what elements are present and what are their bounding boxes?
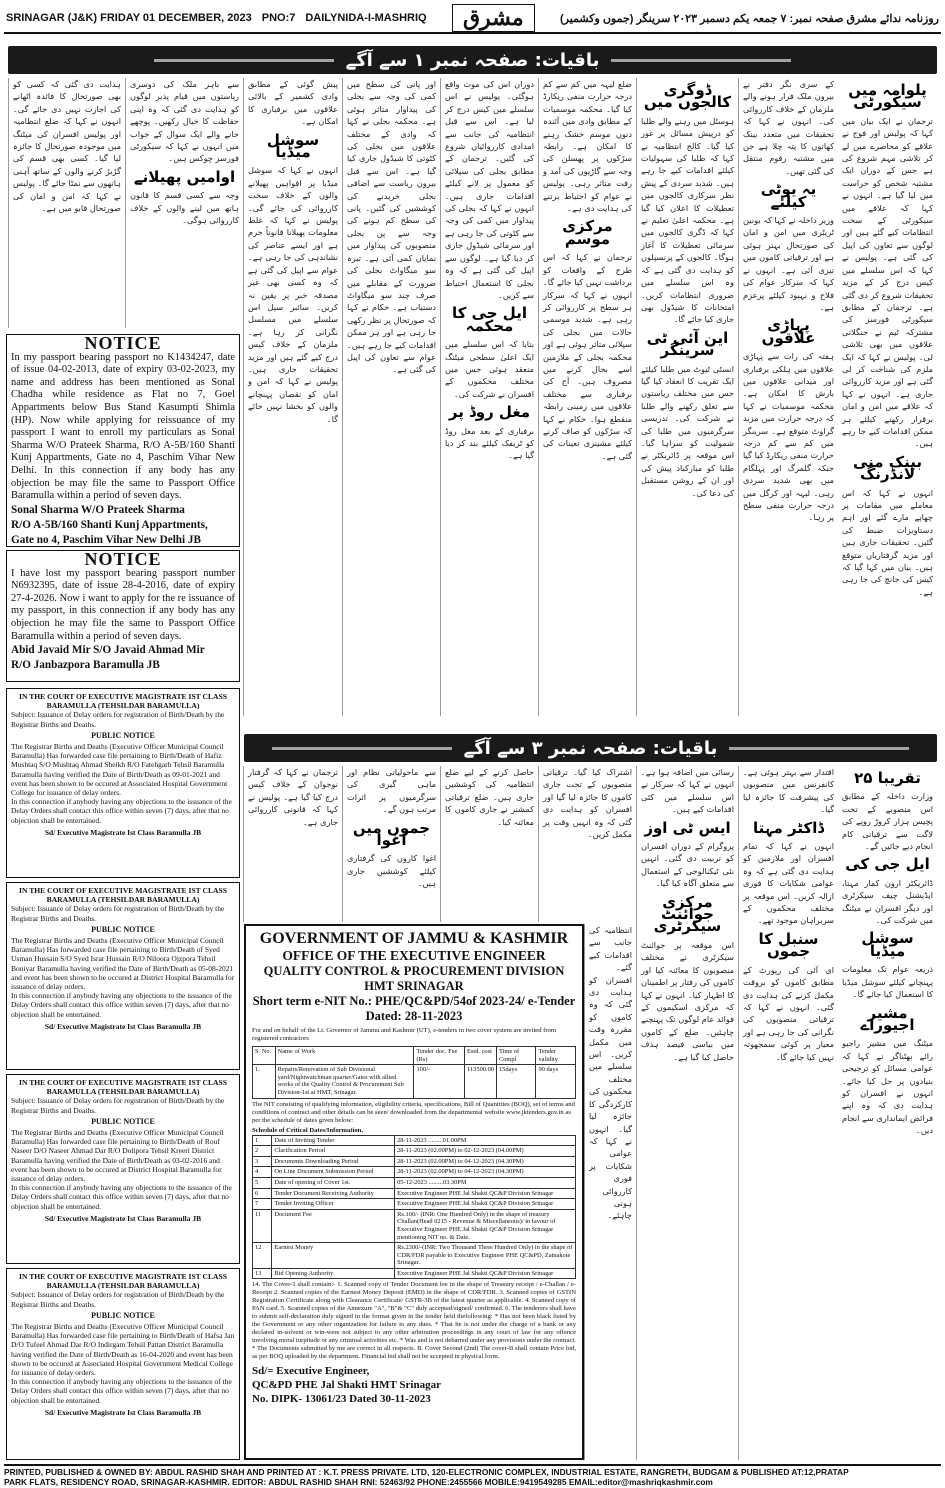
masthead [4,4,941,34]
table-cell: Date of opening of Cover 1st. [272,1177,395,1188]
court-2-subject: Subject: Issuance of Delay orders for registration of Birth/Death by the Registrar Births and Deaths. [11,904,225,923]
court-notice-2 [6,882,240,1070]
tender-dipk-number: No. DIPK- 13061/23 Dated 30-11-2023 [252,1393,431,1406]
court-3-body: The Registrar Births and Deaths (Executive Officer Municipal Council Baramulla) Has forwarded case file pertaining to Birth/Death of Rouf Naseer D/O Naseer Ahmad Dar R/O Dolipora Tehsil Kreeri District Baramulla having verified the Date of Birth/Death as 03-02-2016 and event has been shown to be occured at District Hospital Baramulla for issuance of delay orders. [11,1128,224,1184]
table-cell: 3 [253,1156,272,1167]
table-cell: 05-12-2023 .........03.30PM [395,1177,576,1188]
masthead-page-no: PNO:7 [261,12,296,24]
urdu-column-1: پلوامہ میں سیکورٹی ترجمان نے ایک بیان میں کہا کہ پولیس اور فوج نے علاقے کو محاصرے میں لے کر تلاشی مہم شروع کی ہے جس کے دوران ایک مشتبہ شخص کو حراست میں لیا گیا ہے۔ انہوں نے کہا کہ علاقے میں سیکورٹی کے سخت انتظامات کیے گئے ہیں اور لوگوں سے تعاون کی اپیل کی گئی ہے۔ پولیس نے کہا کہ اس سلسلے میں کیس درج کر کے مزید تحقیقات شروع کر دی گئی ہے۔ ترجمان کے مطابق سیکورٹی فورسز کی مشترکہ ٹیم نے جنگلاتی علاقوں میں بھی تلاشی لی۔ پولیس نے کہا کہ ایک ملزم کی شناخت کر لی گئی ہے اور مزید کارروائی جاری ہے۔ انہوں نے کہا کہ علاقے میں امن و امان برقرار رکھنے کیلئے ہر ممکن اقدامات کیے جا رہے ہیں۔ بینک منی لانڈرنگ انہوں نے کہا کہ اس معاملے میں مقامات پر چھاپے مارے گئے اور اہم دستاویزات ضبط کی گئیں۔ تحقیقات جاری ہیں اور مزید گرفتاریاں متوقع ہیں۔ بیان میں کہا گیا کہ کیس کی جانچ کی جا رہی ہے۔ [842,81,933,597]
urdu-lower-column-5: حاصل کرنے کے لیے ضلع انتظامیہ کی کوششیں جاری ہیں۔ ضلع ترقیاتی کمشنر نے جاری کاموں کا معائنہ کیا۔ [440,766,538,922]
tender-division: QUALITY CONTROL & PROCUREMENT DIVISION [263,964,565,978]
table-cell: On Line Document Submission Period [272,1167,395,1178]
court-2-body: The Registrar Births and Deaths (Executive Officer Municipal Council Baramulla) Has forwarded case file pertaining to Birth/Death of Syed Usman Hussain S/O Syed Israr Hussain R/O Niloora Ojzpora Tehsil Boniyar Baramulla having verified the Date of Birth/Death as 05-08-2021 and event has been shown to be occured at District Hospital Baramulla for issuance of delay orders. [11,936,235,992]
headline-sunbal: سنبل کا جموں [758,929,819,961]
urdu-column-2: کے سری نگر دفتر نے بیرون ملک فرار ہونے والے ملزمان کے خلاف کارروائی کی۔ انہوں نے کہا کہ تحقیقات میں متعدد بینک کھاتوں کا پتہ چلا ہے جن میں مشتبہ رقوم منتقل کی گئی تھیں۔ یہ یوٹی کیلئے وزیر داخلہ نے کہا کہ یونین ٹریٹری میں امن و امان کی صورتحال بہتر ہوئی ہے اور ترقیاتی کاموں میں تیزی آئی ہے۔ انہوں نے کہا کہ سرکار عوام کی فلاح و بہبود کیلئے پرعزم ہے۔ پہاڑی علاقوں ہفتہ کی رات سے پہاڑی علاقوں میں ہلکی برفباری اور میدانی علاقوں میں بارش کا امکان ہے۔ محکمہ موسمیات نے کہا کہ درجہ حرارت میں مزید گراوٹ متوقع ہے۔ سرینگر میں کم سے کم درجہ حرارت منفی ریکارڈ کیا گیا جبکہ گلمرگ اور پہلگام میں بھی شدید سردی رہی۔ لیہہ اور کرگل میں درجہ حرارت منفی سطح پر رہا۔ [738,78,838,716]
urdu-lower-column-6: سے ماحولیاتی نظام اور ماہی گیری کی سرگرمیوں پر اثرات مرتب ہوں گے۔ جموں میں اغوا اغوا کاروں کی گرفتاری کیلئے کوششیں جاری ہیں۔ [342,766,440,922]
table-row [253,1167,576,1178]
table-row [253,1268,576,1279]
notice-1-title: NOTICE [84,333,162,353]
tender-office-title: OFFICE OF THE EXECUTIVE ENGINEER [282,948,546,963]
notice-1-sig-3: Gate no 4, Paschim Vihar New Delhi JB [11,533,201,546]
table-cell: 28-11-2023 (02.00PM) to 04-12-2023 (04.30PM) [395,1167,576,1178]
table-row [253,1065,576,1098]
table-cell: Rs.2300/-(INR: Two Thousand Three Hundred Only) in the shape of CDR/FDR payable to Executive Engineer PHE QC&PD, Zainakote Srinagar. [395,1243,576,1269]
court-1-body: The Registrar Births and Deaths (Executive Officer Municipal Council Baramulla) Has forwarded case file pertaining to Birth/Death of Hafiz Mushtaq S/O Mushtaq Ahmad Sheikh R/O Fatehgarh Tehsil Baramulla Baramulla having verified the Date of Birth/Death as 09-01-2021 and event has been shown to be occured at Associated Hospital Government College for issuance of delay orders. [11,742,228,798]
table-cell: 1. [253,1065,276,1098]
banner-top: باقیات: صفحہ نمبر ۱ سے آگے [8,46,937,74]
masthead-left [4,12,427,24]
table-row [253,1146,576,1157]
court-notice-1 [6,688,240,878]
tender-signature-2: QC&PD PHE Jal Shakti HMT Srinagar [252,1379,441,1392]
notice-2-sig-2: R/O Janbazpora Baramulla JB [11,659,160,672]
headline-mughal: مغل روڈ پر [448,403,531,422]
table-row [253,1199,576,1210]
table-cell: 28-11-2023 (02.00PM) to 04-12-2023 (04.30PM) [395,1156,576,1167]
headline-social-2: سوشل میڈیا [861,929,914,960]
tender-intro: For and on behalf of the Lt. Governor of Jammu and Kashmir (UT), e-tenders in two cover system are invited from registered contractors [252,1027,556,1042]
table-cell: 90 days [536,1065,576,1098]
table-cell: Earnest Money [272,1243,395,1269]
court-notice-4 [6,1268,240,1460]
tender-location: HMT SRINAGAR [364,979,464,993]
table-header-cell: Time of Compl [496,1047,536,1065]
table-cell: 1 [253,1135,272,1146]
table-cell: Executive Engineer PHE Jal Shakti QC&P Division Srinagar [395,1188,576,1199]
court-3-title: IN THE COURT OF EXECUTIVE MAGISTRATE IST CLASS BARAMULLA (TEHSILDAR BARAMULLA) [19,1078,227,1097]
table-cell: 100/- [414,1065,465,1098]
urdu-lower-column-1: تقریبا ۲۵ وزارت داخلہ کے مطابق اس منصوبے کے تحت پچیس ہزار کروڑ روپے کی لاگت سے ترقیاتی کام انجام دیے جائیں گے۔ ایل جی کی ڈائریکٹر ارون کمار مہتا، ایڈیشنل چیف سیکرٹری اور دیگر افسران نے میٹنگ میں شرکت کی۔ سوشل میڈیا ذریعہ عوام تک معلومات پہنچانے کیلئے سوشل میڈیا کا استعمال کیا جائے گا۔ مشیر اجیوراے میٹنگ میں مشیر راجیو رائے بھٹناگر نے کہا کہ عوامی مسائل کو ترجیحی بنیادوں پر حل کیا جائے۔ انہوں نے افسران کو ہدایت دی کہ وہ اپنے فرائض ایمانداری سے انجام دیں۔ [842,769,933,1136]
urdu-column-7: پیش گوئی کے مطابق وادی کشمیر کے بالائی علاقوں میں برفباری کا امکان ہے۔ سوشل میڈیا انہوں نے کہا کہ سوشل میڈیا پر افواہیں پھیلانے والوں کے خلاف سخت کارروائی کی جائے گی۔ پولیس نے کہا کہ غلط معلومات پھیلانا قانوناً جرم ہے اور ایسے عناصر کی نشاندہی کی جا رہی ہے۔ عوام سے اپیل کی گئی ہے کہ وہ کسی بھی غیر مصدقہ خبر پر یقین نہ کریں۔ سائبر سیل اس سلسلے میں مسلسل نگرانی کر رہا ہے۔ ملزمان کے خلاف کیس درج کیے گئے ہیں اور مزید تحقیقات جاری ہیں۔ پولیس نے کہا کہ امن و امان کو نقصان پہنچانے والوں کو بخشا نہیں جائے گا۔ [243,78,342,716]
headline-social: سوشل میڈیا [266,130,320,162]
tender-signature-1: Sd/= Executive Engineer, [252,1365,370,1378]
table-cell: 12 [253,1243,272,1269]
headline-markazi: مرکزی موسم [562,217,613,248]
table-cell: 11 [253,1209,272,1242]
tender-date: Dated: 28-11-2023 [365,1009,463,1023]
table-row [253,1243,576,1269]
court-3-signature: Sd/ Executive Magistrate Ist Class Baramulla JB [44,1213,202,1223]
headline-yadi: یہ یوٹی کیلئے [760,180,817,211]
court-4-public-notice: PUBLIC NOTICE [91,1310,155,1320]
court-2-body-2: In this connection if anybody having any objections to the issuance of the Delay Orders shall contact this office within seven (7) days, after that no objection shall be entertained. [11,991,232,1019]
footer-line-1: PRINTED, PUBLISHED & OWNED BY: ABDUL RASHID SHAH AND PRINTED AT : K.T. PRESS PRIVATE. LTD, 120-ELECTRONIC COMPLEX, INDUSTRIAL ESTATE, RANGRETH, BUDGAM & PUBLISHED AT:12,PRATAP [4,1467,849,1477]
notice-1-body: In my passport bearing passport no K1434247, date of issue 04-02-2013, date of expiry 03-02-2023, my name and address has been mentioned as Sonal Chadha while residence as Flat no 7, Goel Appartments below Bus Stand Kasumpti Shimla (HP). Now while applying for reissuance of my passport I want to enroll my particulars as Sonal Sharma W/O Prateek Sharma, R/O A-5B/160 Shanti Kunj Appartments, Gate no 4, Paschim Vihar New Delhi. In this connection if any body has any objection be may file the same to Passport Office Baramulla within a period of seven days. [11,351,235,502]
headline-ias: ایس ٹی اوز [644,818,731,837]
table-cell: Documents Downloading Period [272,1156,395,1167]
table-cell: Date of Inviting Tender [272,1135,395,1146]
notice-passport-2 [6,550,240,682]
court-4-subject: Subject: Issuance of Delay orders for registration of Birth/Death by the Registrar Births and Deaths. [11,1290,225,1309]
table-cell: 7 [253,1199,272,1210]
table-cell: Repairs/Renovation of Sub Divisional yard/Nightwatchman quarter/Gates with allied works of the Quality Control & Procurement Sub Division-1st at HMT, Srinagar. [275,1065,414,1098]
headline-pulwama: پلوامہ میں سیکورٹی [848,81,927,112]
footer-line-2: PARK FLATS, RESIDENCY ROAD, SRINAGAR-KASHMIR. EDITOR: ABDUL RASHID SHAH RNI: 52463/92 PHONE:2455566 MOBILE:9419549285 EMAIL:editor@mashriqkashmir.com [4,1477,713,1487]
headline-awamer: اوامیں پھیلانے [133,167,236,186]
tender-works-table [252,1046,576,1099]
headline-doctor: ڈاکٹر مہتا [752,818,825,837]
table-cell: Bid Opening Authority [272,1268,395,1279]
tender-gov-title: GOVERNMENT OF JAMMU & KASHMIR [259,930,569,947]
urdu-column-6: اور پانی کی سطح میں کمی کی وجہ سے بجلی کی پیداوار متاثر ہوئی ہے۔ محکمہ بجلی نے کہا کہ وادی کے مختلف علاقوں میں بجلی کی کٹوتی کا شیڈول جاری کیا گیا ہے۔ اس سے قبل بیرون ریاست سے اضافی بجلی خریدنے کی کوششیں کی گئیں۔ پانی کی سطح کم ہونے کی وجہ سے پن بجلی منصوبوں کی پیداوار میں نمایاں کمی آئی ہے۔ تیرہ سو میگاواٹ بجلی کی ضرورت کے مقابلے میں صرف چند سو میگاواٹ دستیاب ہے۔ حکام نے کہا کہ صورتحال پر نظر رکھی جا رہی ہے اور ہر ممکن اقدامات کیے جا رہے ہیں۔ عوام سے تعاون کی اپیل کی گئی ہے۔ [342,78,440,716]
court-4-body-2: In this connection if anybody having any objections to the issuance of the Delay Orders shall contact this office within seven (7) days, after that no objection shall be entertained. [11,1377,232,1405]
urdu-column-4: ضلع لیہہ میں کم سے کم درجہ حرارت منفی ریکارڈ کیا گیا۔ محکمہ موسمیات کے مطابق وادی میں آئندہ دنوں موسم خشک رہنے کا امکان ہے۔ رابطہ سڑکوں پر پھسلن کی وجہ سے گاڑیوں کی آمد و رفت متاثر رہی۔ پولیس نے عوام کو احتیاط برتنے کی ہدایت دی ہے۔ مرکزی موسم ترجمان نے کہا کہ اس طرح کے واقعات کو برداشت نہیں کیا جائے گا۔ انہوں نے کہا کہ سرکار ہر سطح پر کارروائی کر رہی ہے۔ شدید موسمی حالات میں بجلی کی سپلائی متاثر ہوئی ہے اور محکمہ بجلی کے ملازمین اسے بحال کرنے میں مصروف ہیں۔ آج کی برفباری سے مختلف علاقوں میں زمینی رابطہ منقطع ہوا۔ حکام نے کہا کہ سڑکوں کو صاف کرنے کیلئے مشینری تعینات کی گئی ہے۔ [538,78,636,716]
court-1-subject: Subject: Issuance of Delay orders for registration of Birth/Death by the Registrar Births and Deaths. [11,710,225,729]
urdu-left-column-a: ہدایت دی گئی کہ کسی کو بھی صورتحال کا فائدہ اٹھانے کی اجازت نہیں دی جائے گی۔ انہوں نے کہا کہ ضلع انتظامیہ اور پولیس افسران کی میٹنگ میں موجودہ صورتحال کا جائزہ لیا گیا۔ کسی بھی قسم کی گڑبڑ کرنے والوں کے ساتھ آہنی ہاتھوں سے نمٹا جائے گا۔ پولیس نے کہا کہ امن و امان کی صورتحال قابو میں ہے۔ [8,78,125,328]
table-row [253,1177,576,1188]
tender-works-header-row [253,1047,576,1065]
table-row [253,1209,576,1242]
notice-2-sig-1: Abid Javaid Mir S/O Javaid Ahmad Mir [11,644,205,657]
urdu-lower-column-4: اشتراک کیا گیا۔ ترقیاتی منصوبوں کے تحت جاری کاموں کا جائزہ لیا گیا اور افسران کو ہدایت دی گئی کہ وہ انہیں وقت پر مکمل کریں۔ [538,766,636,922]
urdu-column-3: ڈوگری کالجوں میں ہوسٹل میں رہنے والے طلبا کو درپیش مسائل پر غور کیا گیا۔ کالج انتظامیہ نے کہا کہ طلبا کی سہولیات کیلئے اقدامات کیے جا رہے ہیں۔ شدید سردی کے پیش نظر سرکاری کالجوں میں تعطیلات کا اعلان کیا گیا ہے۔ محکمہ اعلیٰ تعلیم نے کہا کہ ڈگری کالجوں میں سرمائی تعطیلات کا آغاز ہوگا۔ کالجوں کے پرنسپلوں کو ہدایت دی گئی ہے کہ وہ اس سلسلے میں ضروری انتظامات کریں۔ امتحانات کا شیڈول بھی جاری کیا جائے گا۔ این آئی ٹی سرینگر انسٹی ٹیوٹ میں طلبا کیلئے ایک تقریب کا انعقاد کیا گیا جس میں مختلف ریاستوں سے تعلق رکھنے والے طلبا نے شرکت کی۔ تدریسی سرگرمیوں میں طلبا کی شمولیت کو سراہا گیا۔ اس موقعہ پر ڈائریکٹر نے طلبا کو مبارکباد پیش کی اور ان کے روشن مستقبل کی دعا کی۔ [636,78,738,716]
headline-nit: این آئی ٹی سرینگر [646,328,729,360]
urdu-column-5: دوران اس کی موت واقع ہوگئی۔ پولیس نے اس سلسلے میں کیس درج کر لیا ہے۔ اس سے قبل انتظامیہ کی جانب سے امدادی کارروائیاں شروع کی گئیں۔ ترجمان کے مطابق بجلی کی سپلائی کو معمول پر لانے کیلئے اقدامات جاری ہیں۔ انہوں نے کہا کہ بجلی کی پیداوار میں کمی کی وجہ سے کٹوتی کی جا رہی ہے اور سرمائی شیڈول جاری کر دیا گیا ہے۔ لوگوں سے اپیل کی گئی ہے کہ وہ بجلی کا استعمال احتیاط سے کریں۔ ایل جی کا محکمہ بتایا کہ اس سلسلے میں ایک اعلیٰ سطحی میٹنگ منعقد ہوئی جس میں مختلف محکموں کے افسران نے شرکت کی۔ مغل روڈ پر برفباری کے بعد مغل روڈ کو ٹریفک کیلئے بند کر دیا گیا ہے۔ [440,78,538,716]
masthead-city-date: SRINAGAR (J&K) FRIDAY 01 DECEMBER, 2023 [6,12,252,24]
table-cell: Tender Document Receiving Authority [272,1188,395,1199]
table-header-cell: Tender validity [536,1047,576,1065]
table-row [253,1135,576,1146]
table-cell: Rs.100/- (INR: One Hundred Only) in the shape of treasury Challan(Head 0215 - Revenue & Miscellaneous)/ in favour of Executive Engineer PHE Jal Shakti QC&P Division Srinagar mentioning NIT no. & Date. [395,1209,576,1242]
headline-jammu: جموں میں اغوا [352,818,431,850]
table-cell: 4 [253,1167,272,1178]
tender-nit-number: Short term e-NIT No.: PHE/QC&PD/54of 2023-24/ e-Tender [252,994,576,1008]
court-1-signature: Sd/ Executive Magistrate Ist Class Baramulla JB [44,827,202,837]
court-2-title: IN THE COURT OF EXECUTIVE MAGISTRATE IST CLASS BARAMULLA (TEHSILDAR BARAMULLA) [19,886,227,905]
urdu-lower-column-3: رسائی میں اضافہ ہوا ہے۔ انہوں نے کہا کہ سرکار نے اس سلسلے میں کئی اقدامات کیے ہیں۔ ایس ٹی اوز پروگرام کے دوران افسران کو تربیت دی گئی۔ انہیں نئی ٹیکنالوجی کے استعمال سے متعلق آگاہ کیا گیا۔ مرکزی جوائنٹ سیکرٹری اس موقعہ پر جوائنٹ سیکرٹری نے مختلف منصوبوں کا معائنہ کیا اور کاموں کی رفتار پر اطمینان کا اظہار کیا۔ انہوں نے کہا کہ مرکزی اسکیموں کے فوائد عام لوگوں تک پہنچنے چاہئیں۔ ضلع کے کاموں میں بیاسی فیصد ہدف حاصل کیا گیا ہے۔ [636,766,738,1460]
court-2-public-notice: PUBLIC NOTICE [91,924,155,934]
table-cell: Executive Engineer PHE Jal Shakti QC&P Division Srinagar [395,1199,576,1210]
masthead-paper-name: DAILYNIDA-I-MASHRIQ [305,12,427,24]
table-cell: Executive Engineer PHE Jal Shakti QC&P Division Srinagar [395,1268,576,1279]
court-4-signature: Sd/ Executive Magistrate Ist Class Baramulla JB [44,1407,202,1417]
table-cell: 5 [253,1177,272,1188]
headline-lg: ایل جی کا محکمہ [452,304,527,335]
table-row [253,1156,576,1167]
table-cell: 113500.00 [465,1065,497,1098]
urdu-lower-column-2: اقتدار سے بہتر ہوئی ہے۔ کانفرنس میں منصوبوں کی پیشرفت کا جائزہ لیا گیا۔ ڈاکٹر مہتا انہوں نے کہا کہ تمام افسران اور ملازمین کو ہدایت دی گئی ہے کہ وہ عوامی شکایات کا فوری ازالہ کریں۔ اس موقعہ پر مختلف محکموں کے سربراہان موجود تھے۔ سنبل کا جموں ای آئی کی رپورٹ کے مطابق کاموں کو بروقت مکمل کرنے کی ہدایت دی گئی۔ انہوں نے کہا کہ ترقیاتی منصوبوں کی نگرانی کی جا رہی ہے اور معیار پر کوئی سمجھوتہ نہیں کیا جائے گا۔ [738,766,838,1460]
court-3-public-notice: PUBLIC NOTICE [91,1116,155,1126]
table-cell: 13 [253,1268,272,1279]
notice-2-body: I have lost my passport bearing passport number N6932395, date of issue 28-4-2016, date of expiry 27-4-2026. Now i want to apply for the re issuance of my passport, in this connection if any body has any objection he may file the same to Passport Office Baramulla within a period of seven days. [11,567,235,642]
headline-dogri: ڈوگری کالجوں میں [643,81,732,112]
urdu-lower-column-7: ترجمان نے کہا کہ گرفتار نوجوان کے خلاف کیس درج کیا گیا ہے۔ پولیس نے کہا کہ قانونی کارروائی جاری ہے۔ [243,766,342,922]
table-cell: 6 [253,1188,272,1199]
headline-bank: بینک منی لانڈرنگ [852,452,923,484]
table-cell: 28-11-2023 (02.00PM) to 02-12-2023 (04.00PM) [395,1146,576,1157]
court-1-title: IN THE COURT OF EXECUTIVE MAGISTRATE IST CLASS BARAMULLA (TEHSILDAR BARAMULLA) [19,692,227,711]
table-cell: Clarification Period [272,1146,395,1157]
table-header-cell: Tender doc. Fee (Rs) [414,1047,465,1065]
table-header-cell: Estd. cost [465,1047,497,1065]
table-header-cell: S. No. [253,1047,276,1065]
court-1-body-2: In this connection if anybody having any objections to the issuance of the Delay Orders shall contact this office within seven (7) days, after that no objection shall be entertained. [11,797,232,825]
headline-lg-2: ایل جی کی [845,855,930,874]
notice-2-title: NOTICE [84,549,162,569]
urdu-lower-column-narrow: انتظامیہ کی جانب سے اقدامات کیے گئے۔ افسران کو ہدایت دی گئی کہ وہ کاموں کو مقررہ وقت میں مکمل کریں۔ اس سلسلے میں مختلف محکموں کی کارکردگی کا جائزہ لیا گیا۔ انہوں نے کہا کہ عوامی شکایات پر فوری کارروائی ہونی چاہئے۔ [584,924,636,1460]
notice-1-sig-2: R/O A-5B/160 Shanti Kunj Appartments, [11,518,208,531]
masthead-urdu-info: روزنامہ ندائے مشرق صفحہ نمبر: ۷ جمعہ یکم دسمبر ۲۰۲۳ سرینگر (جموں وکشمیر) [560,12,939,25]
table-row [253,1188,576,1199]
court-2-signature: Sd/ Executive Magistrate Ist Class Baramulla JB [44,1021,202,1031]
table-cell: Tender Inviting Officer [272,1199,395,1210]
table-cell: 28-11-2023 .........01.00PM [395,1135,576,1146]
tender-nit-text: The NIT consisting of qualifying information, eligibility criteria, specifications, Bill of Quantities (BOQ), set of terms and conditions of contract and other details can be seen/ downloaded from the departmental website www.jktenders.gov.in as per the schedule of dates given below: [252,1100,575,1124]
court-3-body-2: In this connection if anybody having any objections to the issuance of the Delay Orders shall contact this office within seven (7) days, after that no objection shall be entertained. [11,1183,232,1211]
court-4-title: IN THE COURT OF EXECUTIVE MAGISTRATE IST CLASS BARAMULLA (TEHSILDAR BARAMULLA) [19,1272,227,1291]
headline-mushtaq: مشیر اجیوراے [860,1003,915,1034]
tender-schedule-table [252,1135,576,1280]
table-cell: Document Fee [272,1209,395,1242]
headline-pahari: پہاڑی علاقوں [761,316,816,347]
table-cell: 2 [253,1146,272,1157]
court-notice-3 [6,1074,240,1264]
table-header-cell: Name of Work [275,1047,414,1065]
tender-cover-text: 14. The Cover-1 shall contain:- 1. Scanned copy of Tender Document fee in the shape of Treasury receipt / e-Challan / e-Receipt 2. Scanned copies of the Earnest Money Deposit (EMD) in the shape of CDR/FDR. 3. Scanned copies of GSTIN Registration Certificate along with Clearance Certificate/ GSTR-3B of the latest quarter as applicable. 4. Scanned copy of PAN card. 5. Scanned copies of the Annexure "A", "B"& "C" duly accepted/signed/ confirmed. 6. The tenderers shall have to submit self-declaration duly signed in the format given in the tender held thefollowing: * Has not been black listed by the Government or any other organization for failure to any dues. * That he is not under the charge of a bank or any declared in-solvent or win-were not subject to any other arbitration proceedings in any court of law for any offence involving moral turpitude or any criminal activities etc. * Was and is not debarred under any provisions under the contract. * The Documents submitted by me are correct in all respects. B. Cover Second (2nd) The cover-II shall contain Price bid, as per BOQ uploaded by the department. Financial bid shall not be accepted in physical form. [252,1281,576,1361]
urdu-left-column-b: سے باہر ملک کی دوسری ریاستوں میں قیام پذیر لوگوں کو ہدایت دی گئی کہ وہ اپنی حفاظت کا خیال رکھیں۔ پوچھے جانے والے ایک سوال کے جواب میں انہوں نے کہا کہ سیکورٹی فورسز چوکس ہیں۔ اوامیں پھیلانے وجہ سے کسی قسم کا قانون ہاتھ میں لینے والوں کے خلاف کارروائی ہوگی۔ [125,78,243,328]
court-3-subject: Subject: Issuance of Delay orders for registration of Birth/Death by the Registrar Births and Deaths. [11,1096,225,1115]
notice-passport-1 [6,334,240,547]
tender-notice [244,924,584,1460]
notice-1-sig-1: Sonal Sharma W/O Prateek Sharma [11,503,185,516]
court-4-body: The Registrar Births and Deaths (Executive Officer Municipal Council Baramulla) Has forwarded case file pertaining to Birth/Death of Hafsa Jan D/O Tufeel Ahmad Dar R/O Indirgam Tehsil Pattan District Baramulla having verified the Date of Birth/Death as 16-04-2020 and event has been shown to be occured at Associated Hospital Government Medical College for issuance of delay orders. [11,1322,235,1378]
court-1-public-notice: PUBLIC NOTICE [91,730,155,740]
table-cell: 15days [496,1065,536,1098]
headline-taqreeb: تقریبا ۲۵ [854,769,921,787]
footer-imprint [4,1464,941,1486]
headline-markazi-2: مرکزی جوائنٹ سیکرٹری [653,892,722,936]
banner-mid: باقیات: صفحہ نمبر ۳ سے آگے [244,734,937,762]
tender-schedule-title: Schedule of Critical Dates/Information. [252,1126,363,1134]
masthead-logo: مشرق [452,4,535,32]
